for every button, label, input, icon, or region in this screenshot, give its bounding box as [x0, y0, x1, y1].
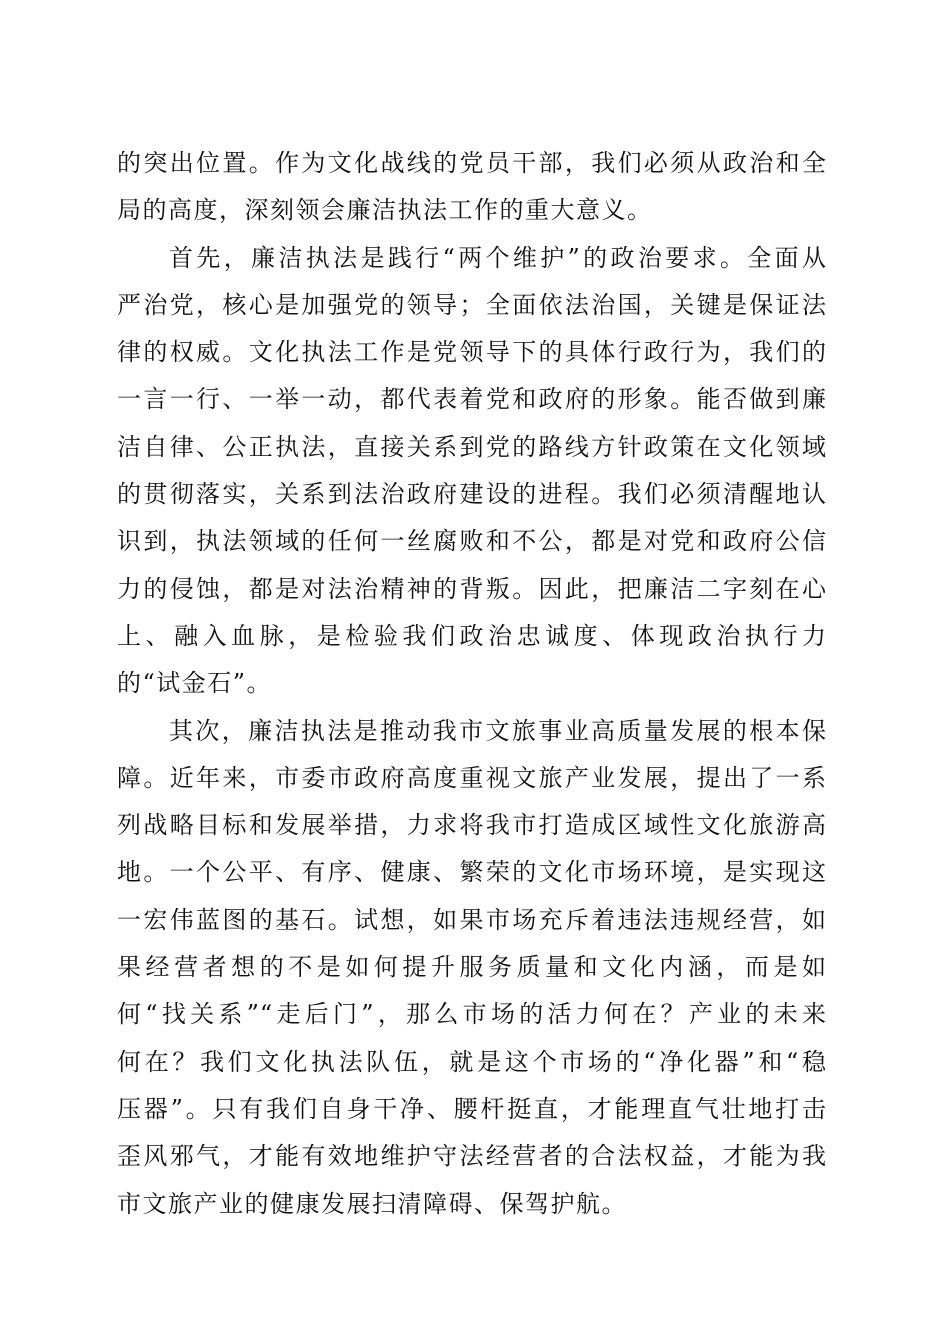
- text-line: 的贯彻落实，关系到法治政府建设的进程。我们必须清醒地认: [117, 480, 827, 509]
- text-line: 何在？我们文化执法队伍，就是这个市场的“净化器”和“稳: [117, 1047, 827, 1076]
- text-line: 歪风邪气，才能有效地维护守法经营者的合法权益，才能为我: [117, 1142, 827, 1171]
- paragraph: [117, 140, 827, 235]
- text-line: 力的侵蚀，都是对法治精神的背叛。因此，把廉洁二字刻在心: [117, 574, 827, 603]
- text-line: 压器”。只有我们自身干净、腰杆挺直，才能理直气壮地打击: [117, 1094, 827, 1123]
- text-line: 列战略目标和发展举措，力求将我市打造成区域性文化旅游高: [117, 811, 827, 840]
- text-line: 障。近年来，市委市政府高度重视文旅产业发展，提出了一系: [117, 763, 827, 792]
- text-line: 一宏伟蓝图的基石。试想，如果市场充斥着违法违规经营，如: [117, 905, 827, 934]
- text-line: 一言一行、一举一动，都代表着党和政府的形象。能否做到廉: [117, 385, 827, 414]
- text-line: 市文旅产业的健康发展扫清障碍、保驾护航。: [117, 1189, 627, 1218]
- text-line: 地。一个公平、有序、健康、繁荣的文化市场环境，是实现这: [117, 858, 827, 887]
- text-line: 严治党，核心是加强党的领导；全面依法治国，关键是保证法: [117, 290, 827, 319]
- text-line: 何“找关系”“走后门”，那么市场的活力何在？产业的未来: [117, 1000, 827, 1029]
- text-line: 果经营者想的不是如何提升服务质量和文化内涵，而是如: [117, 953, 827, 982]
- text-line: 其次，廉洁执法是推动我市文旅事业高质量发展的根本保: [169, 716, 827, 745]
- text-line: 的“试金石”。: [117, 669, 273, 698]
- text-line: 首先，廉洁执法是践行“两个维护”的政治要求。全面从: [169, 243, 827, 272]
- text-line: 的突出位置。作为文化战线的党员干部，我们必须从政治和全: [117, 149, 827, 177]
- text-line: 识到，执法领域的任何一丝腐败和不公，都是对党和政府公信: [117, 527, 827, 556]
- paragraph: [117, 235, 827, 708]
- text-line: 洁自律、公正执法，直接关系到党的路线方针政策在文化领域: [117, 432, 827, 461]
- text-line: 上、融入血脉，是检验我们政治忠诚度、体现政治执行力: [117, 621, 827, 650]
- text-line: 局的高度，深刻领会廉洁执法工作的重大意义。: [117, 196, 653, 225]
- text-line: 律的权威。文化执法工作是党领导下的具体行政行为，我们的: [117, 338, 827, 367]
- document-body: [117, 140, 827, 1228]
- paragraph: [117, 708, 827, 1228]
